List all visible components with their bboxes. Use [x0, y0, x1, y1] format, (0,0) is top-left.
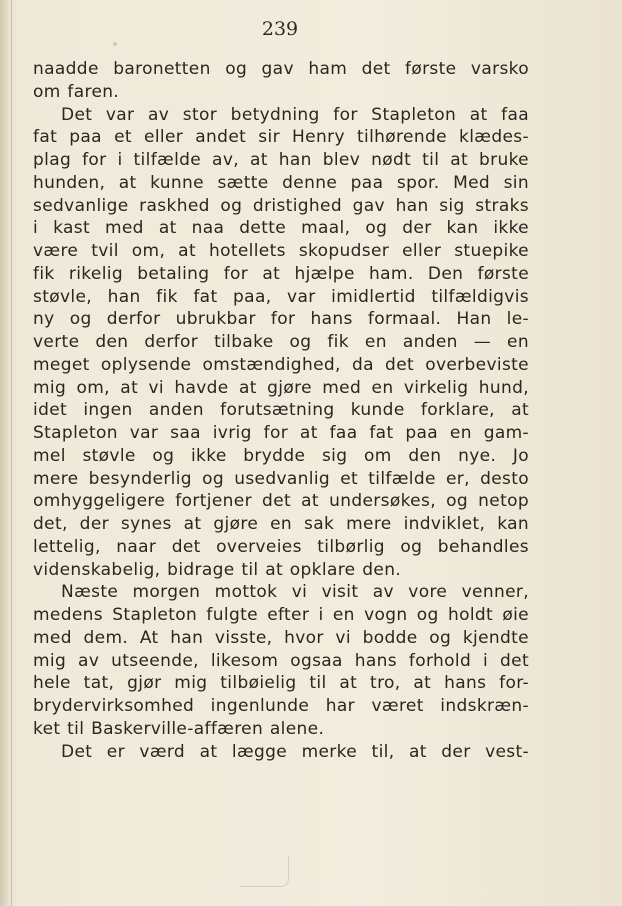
text-line: mig om, at vi havde at gjøre med en virkelig hund,: [33, 377, 529, 398]
text-line: det, der synes at gjøre en sak mere indviklet, kan: [33, 514, 529, 534]
text-line: mig av utseende, likesom ogsaa hans forhold i det: [33, 650, 529, 671]
text-line: hunden, at kunne sætte denne paa spor. Med sin: [33, 172, 529, 193]
page-binding-edge: [0, 0, 8, 906]
paper-fold-mark: [240, 856, 289, 887]
text-line: mel støvle og ikke brydde sig om den nye. Jo: [33, 445, 529, 466]
text-line: idet ingen anden forutsætning kunde forklare, at: [33, 400, 529, 421]
text-line: Det var av stor betydning for Stapleton at faa: [61, 104, 529, 125]
text-line: plag for i tilfælde av, at han blev nødt til at bruke: [33, 150, 529, 170]
text-line: omhyggeligere fortjener det at undersøkes, og netop: [33, 491, 529, 512]
text-line: i kast med at naa dette maal, og der kan ikke: [33, 218, 529, 239]
body-text: [33, 58, 529, 763]
paper-spot: [113, 42, 117, 46]
text-line: meget oplysende omstændighed, da det overbeviste: [33, 354, 529, 375]
text-line: hele tat, gjør mig tilbøielig til at tro, at hans for-: [33, 673, 529, 694]
text-line: Stapleton var saa ivrig for at faa fat paa en gam-: [33, 423, 529, 443]
text-line: om faren.: [33, 81, 120, 102]
text-line: støvle, han fik fat paa, var imidlertid tilfældigvis: [33, 286, 529, 307]
text-line: sedvanlige raskhed og dristighed gav han sig straks: [33, 195, 529, 216]
text-line: fik rikelig betaling for at hjælpe ham. Den første: [33, 263, 529, 284]
text-line: lettelig, naar det overveies tilbørlig og behandles: [33, 536, 529, 557]
text-line: Det er værd at lægge merke til, at der vest-: [61, 741, 529, 762]
text-line: med dem. At han visste, hvor vi bodde og kjendte: [33, 627, 529, 648]
text-line: medens Stapleton fulgte efter i en vogn og holdt øie: [33, 605, 529, 625]
text-line: videnskabelig, bidrage til at opklare den.: [33, 559, 402, 580]
text-line: verte den derfor tilbake og fik en anden — en: [33, 332, 529, 352]
text-line: fat paa et eller andet sir Henry tilhørende klædes-: [33, 127, 529, 148]
text-line: naadde baronetten og gav ham det første varsko: [33, 59, 529, 79]
text-line: være tvil om, at hotellets skopudser eller stuepike: [33, 241, 529, 261]
text-line: brydervirksomhed ingenlunde har været indskræn-: [33, 696, 529, 716]
page-binding-line: [11, 0, 12, 906]
text-line: Næste morgen mottok vi visit av vore venner,: [61, 582, 529, 603]
text-line: mere besynderlig og usedvanlig et tilfælde er, desto: [33, 468, 529, 489]
text-line: ket til Baskerville-affæren alene.: [33, 718, 325, 739]
text-line: ny og derfor ubrukbar for hans formaal. Han le-: [33, 309, 529, 330]
page-number: 239: [261, 18, 299, 40]
